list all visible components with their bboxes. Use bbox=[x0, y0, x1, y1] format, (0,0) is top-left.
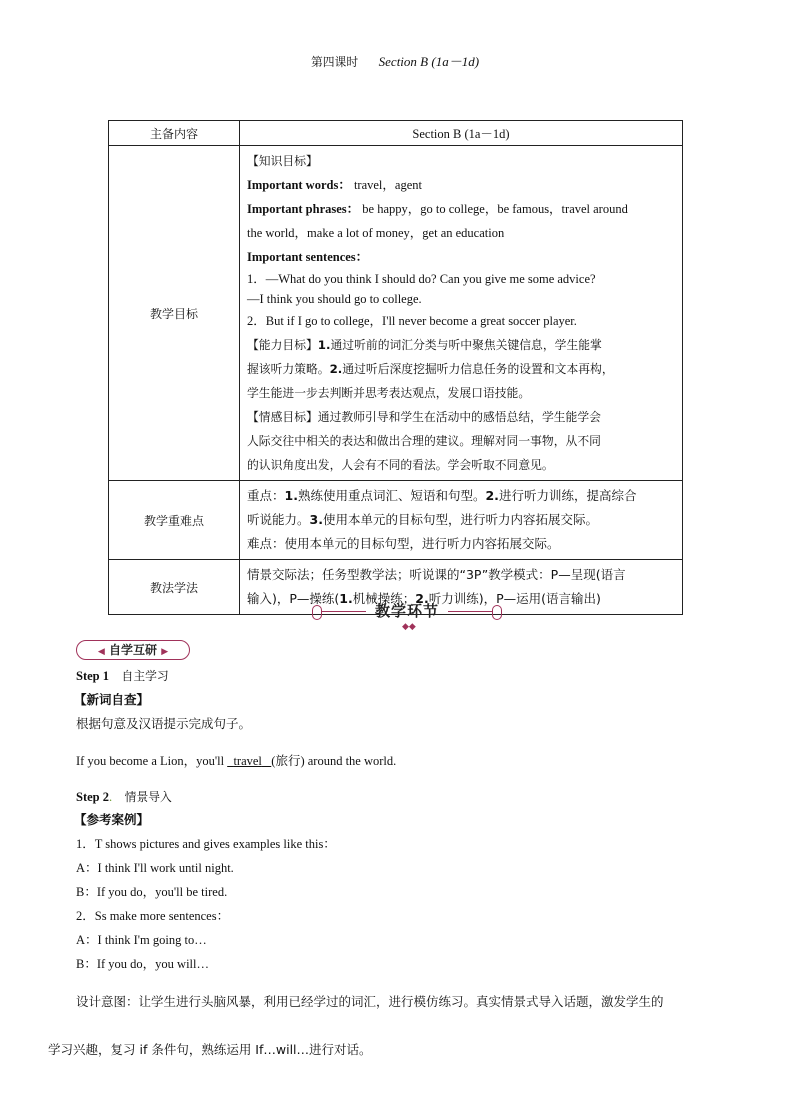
new-words-tag: 【新词自查】 bbox=[74, 692, 150, 707]
key-1b: 1. bbox=[284, 488, 298, 503]
key-1a: 重点： bbox=[247, 488, 285, 503]
method-2b: 1. bbox=[339, 591, 353, 606]
key-points-label: 教学重难点 bbox=[109, 481, 240, 560]
key-1d: 2. bbox=[485, 488, 499, 503]
exercise-sentence bbox=[76, 751, 396, 769]
method-2c: 机械操练； bbox=[352, 591, 416, 606]
key-2a: 听说能力。 bbox=[247, 512, 310, 527]
lesson-title bbox=[0, 51, 790, 70]
step1-label: Step 1 bbox=[76, 669, 109, 683]
ability-1-text2: 握该听力策略。 bbox=[247, 362, 330, 376]
instruction: 根据句意及汉语提示完成句子。 bbox=[76, 716, 252, 731]
exercise-after: (旅行) around the world. bbox=[271, 754, 397, 768]
section-tag bbox=[76, 640, 190, 660]
step2-heading: Step 2. 情景导入 bbox=[76, 790, 172, 804]
ability-2-text2: 学生能进一步去判断并思考表达观点，发展口语技能。 bbox=[247, 386, 531, 400]
ability-2-num: 2. bbox=[329, 362, 343, 376]
key-1e: 进行听力训练，提高综合 bbox=[498, 488, 637, 503]
emotion-text-2: 人际交往中相关的表达和做出合理的建议。理解对同一事物，从不同 bbox=[247, 434, 601, 448]
section-tag-label: 自学互研 bbox=[108, 643, 157, 657]
exercise-answer bbox=[227, 754, 271, 768]
ref-tag: 【参考案例】 bbox=[74, 812, 150, 827]
ability-1-text: 通过听前的词汇分类与听中聚焦关键信息，学生能掌 bbox=[330, 338, 602, 352]
key-3: 难点：使用本单元的目标句型，进行听力内容拓展交际。 bbox=[247, 536, 560, 551]
sentences-label: Important sentences： bbox=[247, 250, 369, 264]
method-1: 情景交际法；任务型教学法；听说课的“3P”教学模式：P—呈现(语言 bbox=[247, 567, 626, 582]
header-value: Section B (1a－1d) bbox=[240, 121, 683, 146]
key-2b: 3. bbox=[309, 512, 323, 527]
key-2c: 使用本单元的目标句型，进行听力内容拓展交际。 bbox=[322, 512, 598, 527]
case-2a: A：I think I'm going to… bbox=[76, 933, 207, 947]
phrases-value-cont: the world，make a lot of money，get an education bbox=[247, 226, 505, 240]
case-1: 1．T shows pictures and gives examples like this： bbox=[76, 837, 336, 851]
banner-ornament-icon: ◆◆ bbox=[402, 621, 416, 631]
case-1b: B：If you do，you'll be tired. bbox=[76, 885, 228, 899]
exercise-answer-text: travel bbox=[233, 754, 262, 768]
design-intent-line2: 学习兴趣，复习 if 条件句，熟练运用 If…will…进行对话。 bbox=[48, 1042, 372, 1057]
sentence-2: 2．But if I go to college，I'll never become a great soccer player. bbox=[247, 314, 577, 328]
method-2a: 输入)，P—操练( bbox=[247, 591, 340, 606]
step2-label: Step 2 bbox=[76, 790, 109, 804]
words-label: Important words： bbox=[247, 178, 351, 192]
right-arrow-icon: ▶ bbox=[161, 647, 169, 657]
goals-content bbox=[240, 146, 683, 481]
table-row bbox=[109, 146, 683, 481]
step2-title: 情景导入 bbox=[124, 790, 172, 804]
lesson-title-cn: 第四课时 bbox=[310, 55, 359, 69]
method-label: 教法学法 bbox=[109, 560, 240, 615]
method-2e: 听力训练)，P—运用(语言输出) bbox=[428, 591, 601, 606]
phrases-label: Important phrases： bbox=[247, 202, 360, 216]
exercise-before: If you become a Lion，you'll bbox=[76, 754, 228, 768]
words-value: travel，agent bbox=[350, 178, 422, 192]
emotion-tag: 【情感目标】 bbox=[247, 410, 318, 424]
goals-label: 教学目标 bbox=[109, 146, 240, 481]
case-1a: A：I think I'll work until night. bbox=[76, 861, 234, 875]
sentence-1a: 1．—What do you think I should do? Can you give me some advice? bbox=[247, 272, 596, 286]
design-intent-line1: 设计意图：让学生进行头脑风暴，利用已经学过的词汇，进行模仿练习。真实情景式导入话题，激发学生的 bbox=[76, 994, 664, 1009]
key-points-content bbox=[240, 481, 683, 560]
lesson-title-en: Section B (1a－1d) bbox=[378, 54, 480, 69]
ability-tag: 【能力目标】 bbox=[247, 338, 318, 352]
table-row bbox=[109, 121, 683, 146]
sentence-1b: —I think you should go to college. bbox=[247, 292, 422, 306]
case-2: 2．Ss make more sentences： bbox=[76, 909, 230, 923]
method-2d: 2. bbox=[415, 591, 429, 606]
ability-1-num: 1. bbox=[317, 338, 331, 352]
banner-title: 教学环节 bbox=[374, 602, 439, 620]
phrases-value: be happy，go to college，be famous，travel around bbox=[359, 202, 628, 216]
header-label: 主备内容 bbox=[109, 121, 240, 146]
section-banner bbox=[312, 600, 502, 631]
table-row bbox=[109, 481, 683, 560]
emotion-text-1: 通过教师引导和学生在活动中的感悟总结，学生能学会 bbox=[317, 410, 601, 424]
ability-2-text: 通过听后深度挖掘听力信息任务的设置和文本再构， bbox=[342, 362, 614, 376]
left-arrow-icon: ◀ bbox=[97, 647, 105, 657]
step1-title: 自主学习 bbox=[121, 669, 169, 683]
step1-heading bbox=[76, 666, 169, 684]
emotion-text-3: 的认识角度出发，人会有不同的看法。学会听取不同意见。 bbox=[247, 458, 554, 472]
case-2b: B：If you do，you will… bbox=[76, 957, 209, 971]
key-1c: 熟练使用重点词汇、短语和句型。 bbox=[297, 488, 486, 503]
lesson-plan-table bbox=[108, 120, 683, 615]
knowledge-tag: 【知识目标】 bbox=[247, 154, 318, 168]
